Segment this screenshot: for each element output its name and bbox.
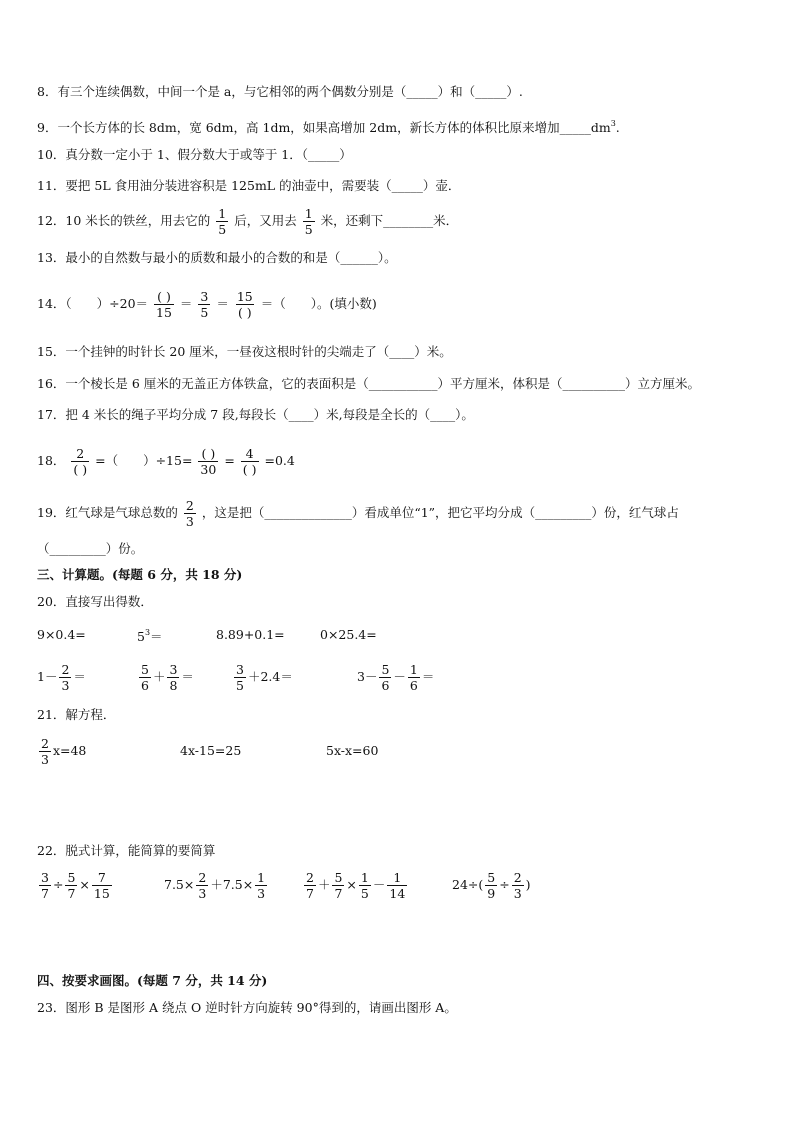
fraction [39,870,51,901]
question-22-title: 22．脱式计算，能简算的要简算 [37,843,216,858]
question-12 [37,204,458,238]
denominator: 6 [381,678,390,693]
question-17: 17．把 4 米长的绳子平均分成 7 段,每段长（____）米,每段是全长的（____）。 [37,407,474,422]
numerator: 5 [334,870,343,885]
term: 1－ [37,669,58,684]
term: 3－ [357,669,378,684]
operator: × [346,877,357,892]
question-9-text: 9．一个长方体的长 8dm，宽 6dm，高 1dm，如果高增加 2dm，新长方体的体积比原来增加_____dm [37,120,611,135]
fraction [304,870,316,901]
question-18-text-a: 18． [37,453,66,468]
numerator: 3 [41,870,49,885]
question-9 [37,115,620,137]
denominator: 6 [409,678,418,693]
question-10: 10．真分数一定小于 1、假分数大于或等于 1．（_____） [37,147,352,162]
calc-item [232,660,293,694]
calc-item: 9×0.4= [37,627,86,642]
fraction [65,870,77,901]
numerator: 3 [236,662,244,677]
denominator: 5 [218,222,227,237]
operator: ÷ [52,877,64,892]
term: ) [525,877,531,892]
question-19-line-2: （_________）份。 [37,541,144,556]
equals-sign: ＝ [181,669,194,684]
numerator: 7 [97,870,106,885]
numerator: 1 [304,206,313,221]
denominator: ( ) [73,462,88,477]
exponent: 3 [144,628,151,637]
numerator: 5 [141,662,149,677]
question-19-text-b: ，这是把（______________）看成单位“1”，把它平均分成（_________）份，红气球占 [201,505,679,520]
fraction [379,662,391,693]
calc-item [137,660,194,694]
equals-sign: ＝ [73,669,86,684]
numerator: 1 [360,870,369,885]
fraction [198,446,218,477]
numerator: 2 [198,870,207,885]
term: ＋7.5× [210,877,254,892]
question-14-text-b: ＝（ ）。(填小数) [260,296,377,311]
fraction [332,870,344,901]
fraction [241,446,259,477]
numerator: 3 [200,289,209,304]
fraction [512,870,524,901]
fraction [198,289,210,320]
question-12-text-c: 米，还剩下________米． [320,213,459,228]
base: 5 [137,629,145,644]
denominator: 7 [41,886,49,901]
numerator: 1 [393,870,402,885]
denominator: 5 [200,305,209,320]
denominator: 8 [169,678,178,693]
numerator: ( ) [157,289,171,304]
denominator: 15 [156,305,172,320]
calc-item: 8.89+0.1= [216,627,285,642]
denominator: 3 [198,886,207,901]
numerator: 4 [245,446,254,461]
equation-item: 4x-15=25 [180,743,242,758]
numerator: 2 [513,870,522,885]
equation-item: 5x-x=60 [326,743,379,758]
term: ＋2.4＝ [247,669,293,684]
fraction [387,870,407,901]
fraction [184,498,196,529]
operator: － [372,877,386,892]
numerator: 1 [257,870,266,885]
question-16: 16．一个棱长是 6 厘米的无盖正方体铁盒，它的表面积是（___________）平方厘米，体积是（__________）立方厘米。 [37,376,701,391]
numerator: 1 [218,206,227,221]
fraction [234,662,246,693]
equals-sign: ＝ [150,629,163,644]
denominator: 3 [257,886,266,901]
fraction [485,870,497,901]
numerator: 5 [487,870,496,885]
equals-sign: ＝ [216,296,229,311]
equals-sign: ＝ [179,296,193,311]
numerator: 2 [41,736,49,751]
fraction [167,662,179,693]
question-23: 23．图形 B 是图形 A 绕点 O 逆时针方向旋转 90°得到的，请画出图形 A。 [37,1000,457,1015]
expression-item [164,868,269,902]
question-18-text-c: =0.4 [264,453,295,468]
question-18 [37,444,295,478]
question-20-title: 20．直接写出得数． [37,594,153,609]
numerator: ( ) [201,446,216,461]
question-11: 11．要把 5L 食用油分装进容积是 125mL 的油壶中，需要装（_____）壶． [37,178,461,193]
question-12-text-a: 12．10 米长的铁丝，用去它的 [37,213,211,228]
denominator: 7 [306,886,314,901]
operator: － [393,669,406,684]
denominator: 5 [360,886,369,901]
numerator: 5 [381,662,390,677]
denominator: 5 [236,678,244,693]
term: x=48 [52,743,87,758]
fraction [359,870,371,901]
fraction [92,870,112,901]
operator: ÷ [499,877,510,892]
numerator: 2 [61,662,70,677]
operator: ＋ [152,669,166,684]
denominator: 30 [200,462,217,477]
equals-sign: ＝ [421,669,435,684]
question-12-text-b: 后，又用去 [234,213,297,228]
question-13: 13．最小的自然数与最小的质数和最小的合数的和是（______）。 [37,250,397,265]
denominator: 7 [334,886,343,901]
denominator: 3 [513,886,522,901]
term: 24÷( [452,877,484,892]
denominator: 6 [141,678,149,693]
fraction [154,289,174,320]
equation-item [37,734,86,768]
calc-item [357,660,434,694]
numerator: 2 [76,446,85,461]
fraction [71,446,89,477]
operator: × [79,877,90,892]
term: 7.5× [164,877,195,892]
question-14-text-a: 14．（ ）÷20＝ [37,296,149,311]
numerator: 3 [169,662,178,677]
numerator: 1 [409,662,418,677]
numerator: 2 [185,498,194,513]
equals-sign: = [224,453,235,468]
expression-item [302,868,409,902]
calc-item [137,627,163,645]
denominator: 3 [185,514,194,529]
numerator: 15 [236,289,253,304]
denominator: 7 [67,886,76,901]
fraction [139,662,151,693]
fraction [59,662,71,693]
question-19-text-a: 19．红气球是气球总数的 [37,505,178,520]
question-14 [37,287,377,321]
fraction [196,870,208,901]
question-9-end: . [615,120,620,135]
calc-item [37,660,86,694]
fraction [255,870,267,901]
denominator: ( ) [237,305,252,320]
question-19 [37,496,679,530]
fraction [235,289,255,320]
question-9-exponent: 3 [610,119,616,128]
section-3-heading: 三、计算题。(每题 6 分，共 18 分) [37,567,243,582]
fraction [303,206,315,237]
denominator: 9 [487,886,496,901]
expression-item [37,868,114,902]
fraction [408,662,420,693]
denominator: ( ) [242,462,257,477]
fraction [216,206,228,237]
question-21-title: 21．解方程． [37,707,116,722]
numerator: 2 [306,870,314,885]
expression-item [452,868,531,902]
calc-item: 0×25.4= [320,627,377,642]
fraction [39,736,51,767]
operator: ＋ [317,877,331,892]
numerator: 5 [67,870,76,885]
denominator: 3 [61,678,70,693]
question-8: 8．有三个连续偶数，中间一个是 a，与它相邻的两个偶数分别是（_____）和（_____）. [37,84,523,99]
question-15: 15．一个挂钟的时针长 20 厘米，一昼夜这根时针的尖端走了（____）米。 [37,344,452,359]
denominator: 3 [41,752,49,767]
denominator: 5 [304,222,313,237]
denominator: 14 [389,886,406,901]
question-18-text-b: =（ ）÷15= [95,453,193,468]
denominator: 15 [93,886,110,901]
section-4-heading: 四、按要求画图。(每题 7 分，共 14 分) [37,973,268,988]
